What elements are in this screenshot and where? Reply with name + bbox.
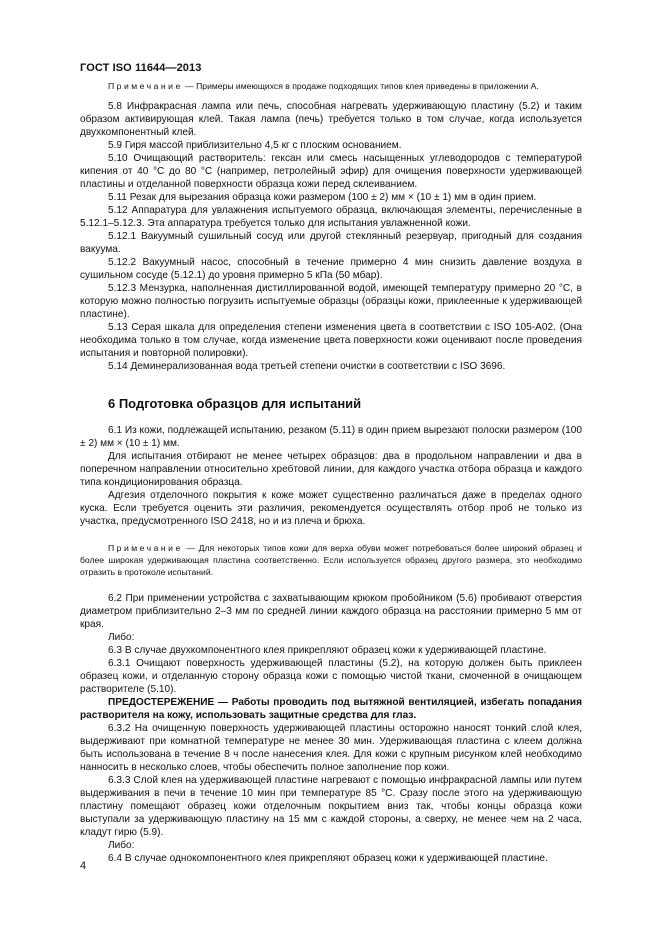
note-label: Примечание bbox=[108, 81, 183, 91]
paragraph-5-12-1: 5.12.1 Вакуумный сушильный сосуд или другой стеклянный резервуар, пригодный для создания вакуума. bbox=[80, 231, 582, 255]
paragraph-6-3-2: 6.3.2 На очищенную поверхность удерживающей пластины осторожно наносят тонкий слой клея, выдерживают при комнатной температуре не менее 30 мин. Удерживающая пластина с клеем должна быть использована в течение 8 ч после нанесения клея. Для кожи с крупным рисунком клей необходимо нанносить в несколько слоев, чтобы обеспечить полное заполнение пор кожи. bbox=[80, 723, 582, 773]
paragraph-5-14: 5.14 Деминерализованная вода третьей степени очистки в соответствии с ISO 3696. bbox=[108, 361, 506, 372]
paragraph-5-12: 5.12 Аппаратура для увлажнения испытуемого образца, включающая элементы, перечисленные в 5.12.1–5.12.3. Эта аппаратура требуется только для испытания увлажненной кожи. bbox=[80, 205, 582, 229]
paragraph-5-8: 5.8 Инфракрасная лампа или печь, способная нагревать удерживающую пластину (5.2) и таким образом активирующая клей. Такая лампа (печь) требуется только в том случае, когда используется двухкомпонентный клей. bbox=[80, 101, 582, 138]
note-text: — Для некоторых типов кожи для верха обуви может потребоваться более широкий образец и более широкая удерживающая пластина соответственно. Если используется образец другого размера, это необходимо отразить в протоколе испытаний. bbox=[80, 543, 582, 577]
paragraph-6-1-sampling: Для испытания отбирают не менее четырех образцов: два в продольном направлении и два в поперечном направлении относительно хребтовой линии, для каждого участка отбора образца и каждого типа кондиционирования образца. bbox=[80, 451, 582, 488]
note-specimen-size bbox=[80, 542, 582, 578]
paragraph-6-3: 6.3 В случае двухкомпонентного клея прикрепляют образец кожи к удерживающей пластине. bbox=[108, 645, 547, 656]
document-body bbox=[80, 80, 582, 865]
paragraph-5-10: 5.10 Очищающий растворитель: гексан или смесь насыщенных углеводородов с температурой кипения от 40 °С до 80 °С (например, петролейный эфир) для очищения поверхности удерживающей пластины и отделанной поверхности образца кожи перед склеиванием. bbox=[80, 153, 582, 190]
paragraph-5-13: 5.13 Серая шкала для определения степени изменения цвета в соответствии с ISO 105-A02. (Она необходима только в том случае, когда изменение цвета поверхности кожи оценивают после проведения испытания и повторной полировки). bbox=[80, 322, 582, 359]
either-label: Либо: bbox=[108, 632, 135, 643]
section-6-heading: 6 Подготовка образцов для испытаний bbox=[108, 396, 362, 411]
note-appendix bbox=[80, 80, 582, 92]
paragraph-6-3-1: 6.3.1 Очищают поверхность удерживающей пластины (5.2), на которую должен быть приклеен образец кожи, и отделанную сторону образца кожи с помощью чистой ткани, смоченной в очищающем растворителе (5.10). bbox=[80, 658, 582, 695]
document-header: ГОСТ ISO 11644—2013 bbox=[80, 62, 202, 74]
paragraph-5-12-2: 5.12.2 Вакуумный насос, способный в течение примерно 4 мин снизить давление воздуха в сушильном сосуде (5.12.1) до уровня примерно 5 кПа (50 мбар). bbox=[80, 257, 582, 281]
note-text: — Примеры имеющихся в продаже подходящих типов клея приведены в приложении А. bbox=[182, 81, 539, 91]
paragraph-6-3-3: 6.3.3 Слой клея на удерживающей пластине нагревают с помощью инфракрасной лампы или путем выдерживания в печи в течение 10 мин при температуре 85 °С. Сразу после этого на удерживающую пластину помещают образец кожи отделочным покрытием вниз так, чтобы концы образца кожи выступали за удерживающую пластину на 15 мм с каждой стороны, а сверху, не менее чем на 2 часа, кладут гирю (5.9). bbox=[80, 775, 582, 838]
note-label: Примечание bbox=[108, 543, 183, 553]
paragraph-5-11: 5.11 Резак для вырезания образца кожи размером (100 ± 2) мм × (10 ± 1) мм в один прием. bbox=[108, 192, 537, 203]
page-number: 4 bbox=[80, 860, 87, 872]
paragraph-6-4: 6.4 В случае однокомпонентного клея прикрепляют образец кожи к удерживающей пластине. bbox=[108, 853, 548, 864]
paragraph-5-12-3: 5.12.3 Мензурка, наполненная дистиллированной водой, имеющей температуру примерно 20 °С, в которую можно полностью погрузить испытуемые образцы (образцы кожи, приклеенные к удерживающей пластине). bbox=[80, 283, 582, 320]
paragraph-6-2: 6.2 При применении устройства с захватывающим крюком пробойником (5.6) пробивают отверстия диаметром приблизительно 2–3 мм по средней линии каждого образца на расстоянии примерно 5 мм от края. bbox=[80, 593, 582, 630]
paragraph-6-1-adhesion: Адгезия отделочного покрытия к коже может существенно различаться даже в пределах одного куска. Если требуется оценить эти различия, рекомендуется осуществлять отбор проб не только из участка, предусмотренного ISO 2418, но и из плеча и брюха. bbox=[80, 490, 582, 527]
paragraph-5-9: 5.9 Гиря массой приблизительно 4,5 кг с плоским основанием. bbox=[108, 140, 402, 151]
either-label: Либо: bbox=[108, 840, 135, 851]
warning-text: ПРЕДОСТЕРЕЖЕНИЕ — Работы проводить под вытяжной вентиляцией, избегать попадания растворителя на кожу, использовать защитные средства для глаз. bbox=[80, 697, 582, 721]
paragraph-6-1: 6.1 Из кожи, подлежащей испытанию, резаком (5.11) в один прием вырезают полоски размером (100 ± 2) мм × (10 ± 1) мм. bbox=[80, 425, 582, 449]
